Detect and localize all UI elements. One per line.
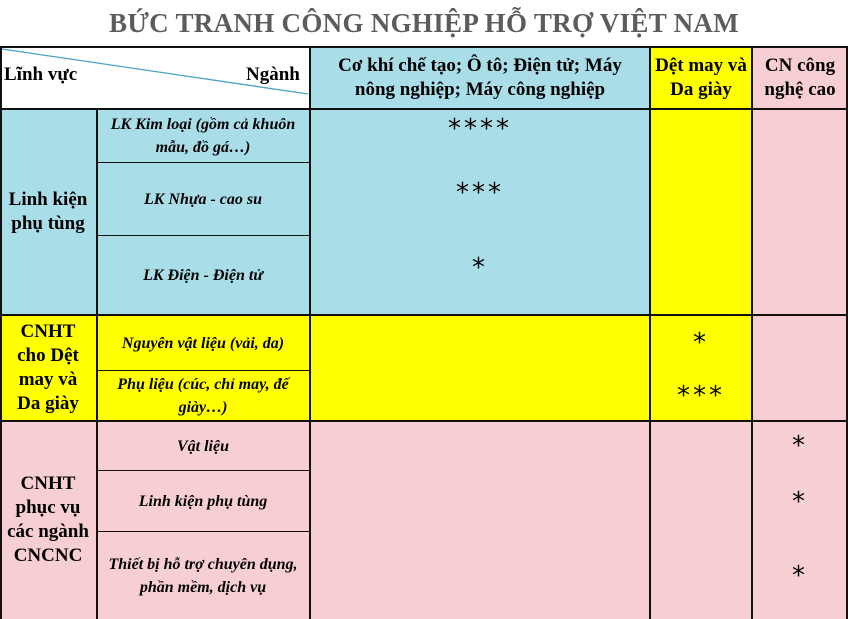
group-textile: CNHT cho Dệt may và Da giày (0, 315, 96, 421)
rating-accessory-textile (650, 371, 752, 421)
rating-ht-material (752, 421, 848, 471)
grid-line (96, 162, 310, 163)
rating-metal-mech (310, 109, 650, 163)
grid-line (0, 314, 848, 316)
group-hightech: CNHT phục vụ các ngành CNCNC (0, 421, 96, 619)
grid-line (96, 531, 310, 532)
row-label-metal: LK Kim loại (gồm cả khuôn mẫu, đồ gá…) (96, 109, 310, 163)
grid-line (0, 108, 848, 110)
cell-plastic-textile (650, 163, 752, 236)
rating-stars: **** (448, 114, 512, 144)
grid-line (0, 46, 848, 48)
rating-material-textile (650, 315, 752, 371)
grid-line (0, 420, 848, 422)
cell-textile-mech (310, 315, 650, 421)
rating-stars: *** (677, 381, 725, 411)
corner-row-label: Lĩnh vực (4, 64, 78, 85)
rating-stars: * (792, 431, 808, 461)
corner-col-label: Ngành (246, 64, 300, 85)
grid-line (96, 370, 310, 371)
rating-stars: * (792, 486, 808, 517)
cell-hightech-mech (310, 421, 650, 619)
grid-line (649, 46, 651, 619)
cell-electric-textile (650, 236, 752, 315)
cell-metal-textile (650, 109, 752, 163)
grid-line (96, 235, 310, 236)
rating-ht-equipment (752, 532, 848, 619)
rating-stars: * (792, 560, 808, 591)
rating-stars: * (472, 253, 488, 283)
cell-textile-hightech (752, 315, 848, 421)
row-label-ht-parts: Linh kiện phụ tùng (96, 471, 310, 532)
rating-stars: * (693, 328, 709, 358)
cell-hightech-textile (650, 421, 752, 619)
row-label-ht-equipment: Thiết bị hỗ trợ chuyên dụng, phần mềm, dịch vụ (96, 532, 310, 619)
rating-plastic-mech (310, 163, 650, 236)
grid-line (96, 470, 310, 471)
grid-line (96, 109, 98, 619)
row-label-material: Nguyên vật liệu (vải, da) (96, 315, 310, 371)
rating-electric-mech (310, 236, 650, 315)
col-header-mechanical: Cơ khí chế tạo; Ô tô; Điện tử; Máy nông nghiệp; Máy công nghiệp (310, 47, 650, 109)
rating-stars: *** (456, 178, 504, 208)
grid-line (751, 46, 753, 619)
col-header-hightech: CN công nghệ cao (752, 47, 848, 109)
grid-line (846, 46, 848, 619)
grid-line (0, 46, 2, 619)
rating-ht-parts (752, 471, 848, 532)
row-label-electric: LK Điện - Điện tử (96, 236, 310, 315)
row-label-accessory: Phụ liệu (cúc, chỉ may, đế giày…) (96, 371, 310, 421)
row-label-plastic: LK Nhựa - cao su (96, 163, 310, 236)
group-parts: Linh kiện phụ tùng (0, 109, 96, 315)
col-header-textile: Dệt may và Da giày (650, 47, 752, 109)
row-label-ht-material: Vật liệu (96, 421, 310, 471)
cell-parts-hightech (752, 109, 848, 315)
page-title: BỨC TRANH CÔNG NGHIỆP HỖ TRỢ VIỆT NAM (109, 7, 739, 38)
grid-line (309, 46, 311, 619)
